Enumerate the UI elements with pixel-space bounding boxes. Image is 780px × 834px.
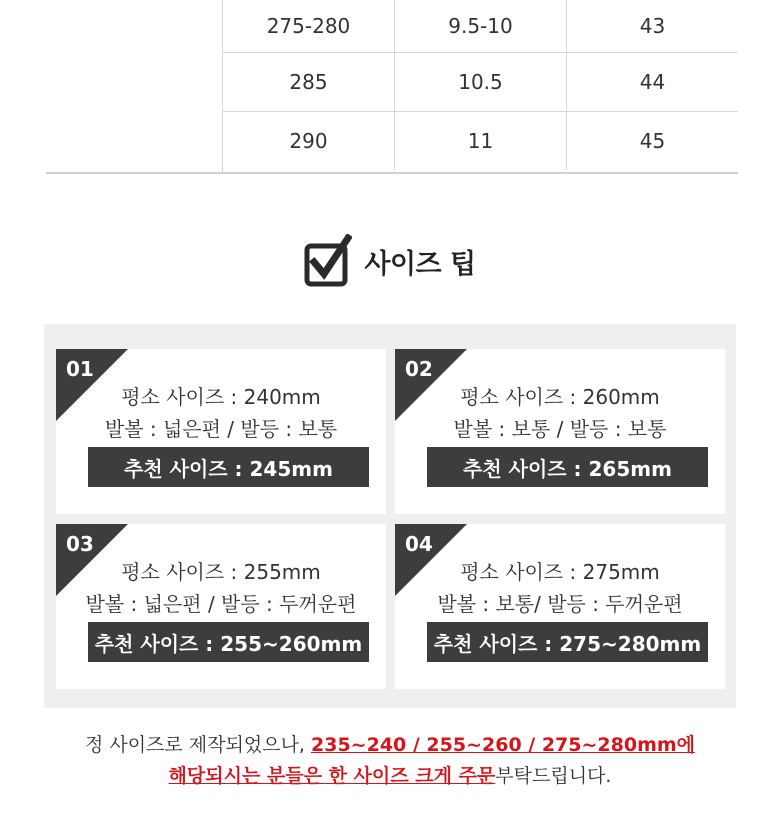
table-cell-eu: 44 (639, 70, 666, 94)
tip-number: 03 (66, 532, 94, 556)
foot-shape-text: 발볼 : 보통/ 발등 : 두꺼운편 (437, 592, 683, 616)
tip-card-01 (56, 349, 386, 514)
table-cell-us: 9.5-10 (395, 0, 567, 52)
tip-card-04 (395, 524, 725, 689)
usual-size-text: 평소 사이즈 : 275mm (460, 560, 660, 584)
size-tip-title: 사이즈 팁 (364, 248, 476, 280)
tip-card-02 (395, 349, 725, 514)
notice-highlight: 해당되시는 분들은 한 사이즈 크게 주문 (168, 765, 496, 787)
size-tip-heading (0, 234, 780, 288)
table-cell-eu: 43 (639, 14, 666, 38)
tip-number: 02 (405, 357, 433, 381)
size-notice (0, 730, 780, 792)
table-row (223, 112, 738, 170)
tip-number: 01 (66, 357, 94, 381)
notice-highlight: 235~240 / 255~260 / 275~280mm에 (311, 734, 696, 756)
table-cell-us: 11 (395, 112, 567, 170)
recommended-size-badge: 추천 사이즈 : 275~280mm (427, 622, 708, 662)
notice-text: 정 사이즈로 제작되었으나, (84, 734, 312, 756)
table-row (223, 53, 738, 112)
recommended-size-badge: 추천 사이즈 : 255~260mm (88, 622, 369, 662)
usual-size-text: 평소 사이즈 : 240mm (121, 385, 321, 409)
table-cell-mm: 290 (223, 112, 395, 170)
table-row (223, 0, 738, 53)
recommended-size-badge: 추천 사이즈 : 265mm (427, 447, 708, 487)
size-table (46, 0, 738, 174)
size-tips-panel (44, 324, 736, 708)
foot-shape-text: 발볼 : 보통 / 발등 : 보통 (453, 417, 667, 441)
tip-card-03 (56, 524, 386, 689)
notice-text: 부탁드립니다. (495, 765, 612, 787)
tip-number: 04 (405, 532, 433, 556)
table-cell-mm: 275-280 (223, 0, 395, 52)
checkbox-check-icon (304, 234, 352, 288)
foot-shape-text: 발볼 : 넓은편 / 발등 : 두꺼운편 (85, 592, 357, 616)
size-table-label-column (46, 0, 223, 172)
foot-shape-text: 발볼 : 넓은편 / 발등 : 보통 (104, 417, 338, 441)
recommended-size-badge: 추천 사이즈 : 245mm (88, 447, 369, 487)
table-cell-eu: 45 (639, 129, 666, 153)
table-cell-mm: 285 (223, 53, 395, 111)
usual-size-text: 평소 사이즈 : 260mm (460, 385, 660, 409)
table-cell-us: 10.5 (395, 53, 567, 111)
usual-size-text: 평소 사이즈 : 255mm (121, 560, 321, 584)
